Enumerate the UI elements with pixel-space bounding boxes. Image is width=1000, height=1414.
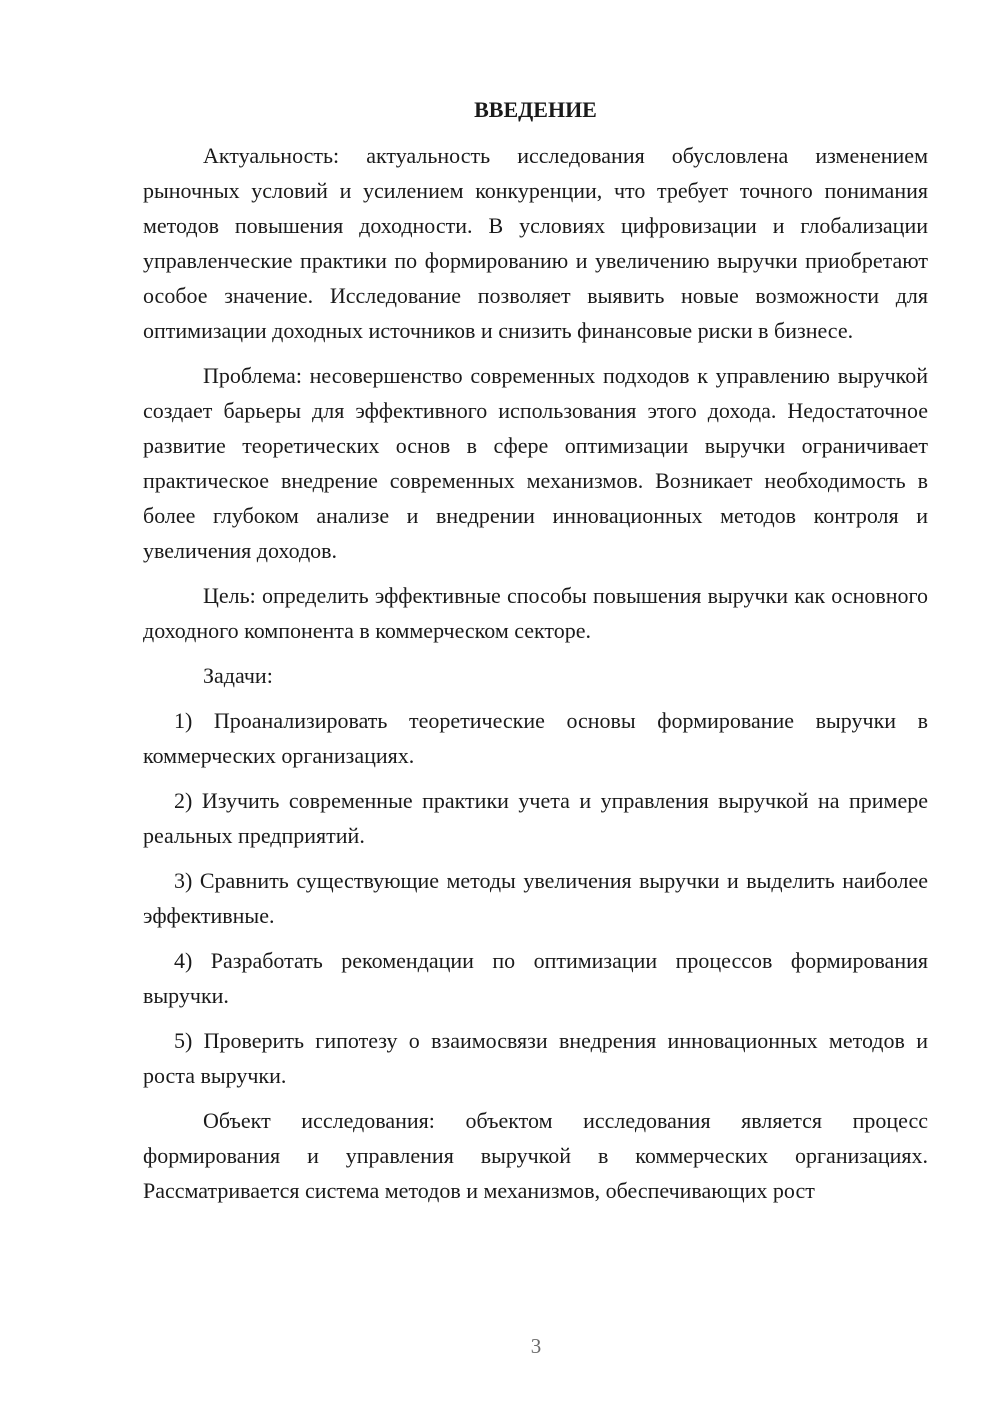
task-item-5: 5) Проверить гипотезу о взаимосвязи внедрения инновационных методов и роста выручки. — [143, 1028, 928, 1088]
page-number: 3 — [530, 1334, 542, 1358]
task-item-2: 2) Изучить современные практики учета и управления выручкой на примере реальных предприятий. — [143, 788, 928, 848]
task-item-1: 1) Проанализировать теоретические основы формирование выручки в коммерческих организациях. — [143, 708, 928, 768]
paragraph-relevance: Актуальность: актуальность исследования обусловлена изменением рыночных условий и усилением конкуренции, что требует точного понимания методов повышения доходности. В условиях цифровизации и глобализации управленческие практики по формированию и увеличению выручки приобретают особое значение. Исследование позволяет выявить новые возможности для оптимизации доходных источников и снизить финансовые риски в бизнесе. — [143, 143, 928, 343]
paragraph-goal: Цель: определить эффективные способы повышения выручки как основного доходного компонента в коммерческом секторе. — [143, 583, 928, 643]
document-page — [143, 92, 928, 1208]
task-item-4: 4) Разработать рекомендации по оптимизации процессов формирования выручки. — [143, 948, 928, 1008]
document-title: ВВЕДЕНИЕ — [474, 97, 597, 122]
tasks-heading: Задачи: — [203, 663, 273, 688]
paragraph-object: Объект исследования: объектом исследования является процесс формирования и управления выручкой в коммерческих организациях. Рассматривается система методов и механизмов, обеспечивающих рост — [143, 1108, 928, 1203]
task-item-3: 3) Сравнить существующие методы увеличения выручки и выделить наиболее эффективные. — [143, 868, 928, 928]
paragraph-problem: Проблема: несовершенство современных подходов к управлению выручкой создает барьеры для эффективного использования этого дохода. Недостаточное развитие теоретических основ в сфере оптимизации выручки ограничивает практическое внедрение современных механизмов. Возникает необходимость в более глубоком анализе и внедрении инновационных методов контроля и увеличения доходов. — [143, 363, 928, 563]
